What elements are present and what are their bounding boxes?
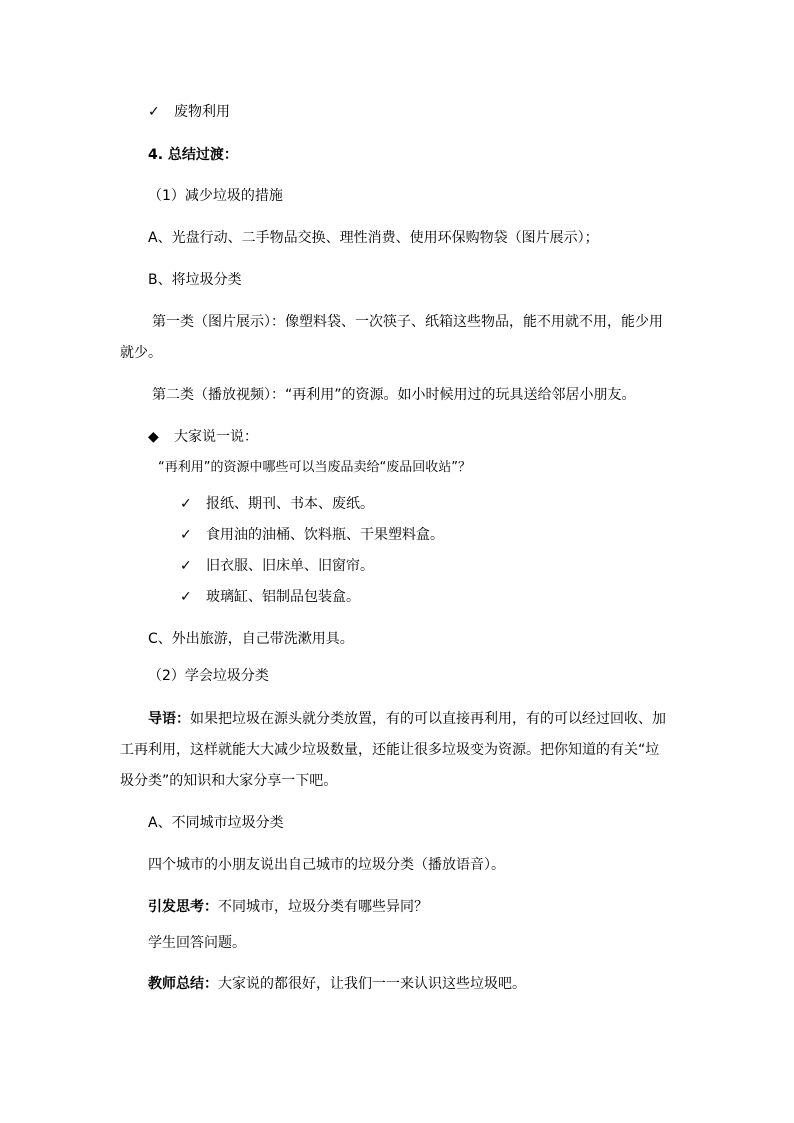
checklist-item bbox=[180, 587, 360, 607]
checklist-item bbox=[180, 525, 444, 545]
check-icon: ✓ bbox=[180, 558, 192, 574]
paragraph bbox=[148, 897, 428, 917]
paragraph: 四个城市的小朋友说出自己城市的垃圾分类（播放语音）。 bbox=[148, 857, 505, 873]
diamond-bullet-icon: ◆ bbox=[148, 429, 159, 445]
paragraph bbox=[148, 709, 666, 729]
summary-label: 教师总结： bbox=[148, 976, 218, 992]
paragraph bbox=[148, 974, 526, 994]
subsection-heading: （2）学会垃圾分类 bbox=[148, 668, 269, 684]
item-text: 报纸、期刊、书本、废纸。 bbox=[206, 496, 374, 512]
section-heading: 4. 总结过渡： bbox=[148, 147, 238, 163]
check-icon: ✓ bbox=[180, 527, 192, 543]
subsection-heading: （1）减少垃圾的措施 bbox=[148, 188, 283, 204]
paragraph: A、光盘行动、二手物品交换、理性消费、使用环保购物袋（图片展示）； bbox=[148, 230, 599, 246]
paragraph-continuation: 圾分类”的知识和大家分享一下吧。 bbox=[120, 773, 338, 789]
checklist-item bbox=[180, 494, 374, 514]
checklist-item bbox=[180, 556, 374, 576]
bullet-item bbox=[148, 427, 258, 447]
paragraph-text: 不同城市，垃圾分类有哪些异同？ bbox=[218, 899, 428, 915]
paragraph-continuation: 工再利用，这样就能大大减少垃圾数量，还能让很多垃圾变为资源。把你知道的有关“垃 bbox=[120, 742, 660, 758]
check-icon: ✓ bbox=[148, 104, 160, 120]
check-icon: ✓ bbox=[180, 589, 192, 605]
item-text: 旧衣服、旧床单、旧窗帘。 bbox=[206, 558, 374, 574]
item-text: 食用油的油桶、饮料瓶、干果塑料盒。 bbox=[206, 527, 444, 543]
paragraph-text: 大家说的都很好，让我们一一来认识这些垃圾吧。 bbox=[218, 976, 526, 992]
question-text: “再利用”的资源中哪些可以当废品卖给“废品回收站”？ bbox=[158, 460, 471, 475]
item-text: 废物利用 bbox=[174, 104, 230, 120]
paragraph: 第二类（播放视频）：“再利用”的资源。如小时候用过的玩具送给邻居小朋友。 bbox=[152, 387, 636, 403]
check-icon: ✓ bbox=[180, 496, 192, 512]
paragraph: A、不同城市垃圾分类 bbox=[148, 815, 284, 831]
paragraph: 学生回答问题。 bbox=[148, 935, 246, 951]
paragraph: 第一类（图片展示）：像塑料袋、一次筷子、纸箱这些物品，能不用就不用，能少用 bbox=[152, 314, 663, 330]
paragraph-continuation: 就少。 bbox=[120, 345, 162, 361]
paragraph-text: 如果把垃圾在源头就分类放置，有的可以直接再利用，有的可以经过回收、加 bbox=[190, 711, 666, 727]
item-text: 大家说一说： bbox=[174, 429, 258, 445]
think-label: 引发思考： bbox=[148, 899, 218, 915]
paragraph: B、将垃圾分类 bbox=[148, 272, 242, 288]
paragraph: C、外出旅游，自己带洗漱用具。 bbox=[148, 631, 354, 647]
lead-label: 导语： bbox=[148, 711, 190, 727]
checklist-item bbox=[148, 102, 230, 122]
item-text: 玻璃缸、铝制品包装盒。 bbox=[206, 589, 360, 605]
